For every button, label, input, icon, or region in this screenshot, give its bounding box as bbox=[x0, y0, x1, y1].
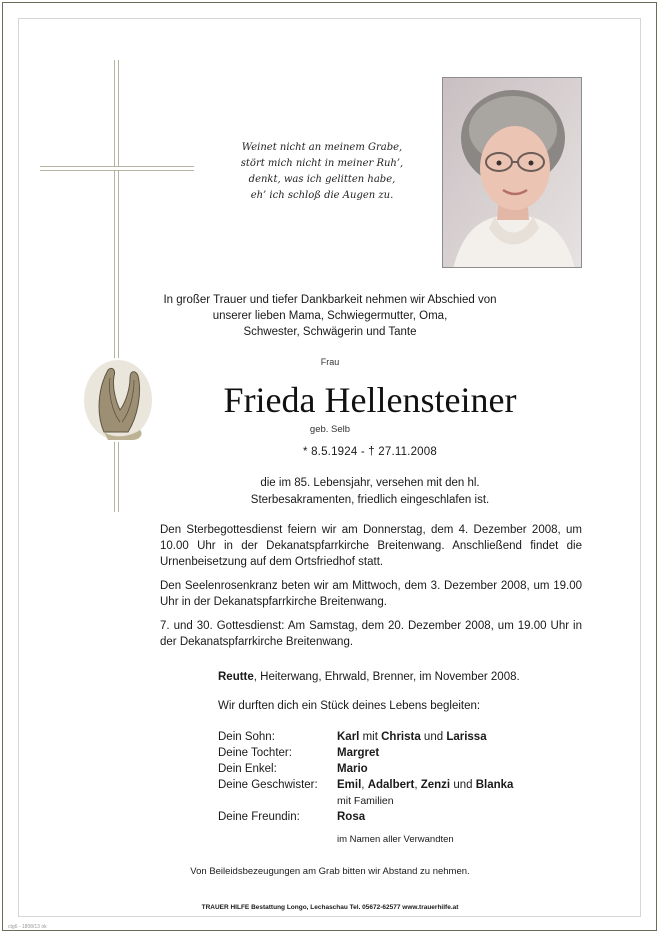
verse-line: eh’ ich schloß die Augen zu. bbox=[250, 190, 394, 201]
intro-text bbox=[120, 292, 540, 340]
relative-name: Larissa bbox=[446, 731, 487, 743]
relative-name: Christa bbox=[381, 731, 421, 743]
verse-line: stört mich nicht in meiner Ruh’, bbox=[240, 158, 404, 169]
relation-value-daughter bbox=[337, 745, 379, 761]
relative-name: Karl bbox=[337, 731, 360, 743]
relation-label-grandchild: Dein Enkel: bbox=[218, 763, 277, 775]
relation-label-son: Dein Sohn: bbox=[218, 731, 275, 743]
relative-name: Emil bbox=[337, 779, 362, 791]
relation-value-son bbox=[337, 729, 487, 745]
connector-text: mit bbox=[359, 731, 382, 743]
memorial-verse bbox=[232, 140, 412, 204]
verse-line: denkt, was ich gelitten habe, bbox=[248, 174, 396, 185]
life-dates: * 8.5.1924 - † 27.11.2008 bbox=[303, 446, 437, 458]
age-line: die im 85. Lebensjahr, versehen mit den hl. bbox=[260, 477, 480, 489]
birth-name: geb. Selb bbox=[309, 424, 351, 435]
relative-name: Adalbert bbox=[367, 779, 415, 791]
praying-hands-image bbox=[82, 358, 154, 442]
portrait-photo bbox=[442, 77, 582, 268]
intro-line: In großer Trauer und tiefer Dankbarkeit nehmen wir Abschied von bbox=[163, 294, 497, 306]
funeral-service-paragraph: Den Sterbegottesdienst feiern wir am Donnerstag, dem 4. Dezember 2008, um 10.00 Uhr in der Dekanatspfarrkirche Breitenwang. Anschließend findet die Urnenbeisetzung auf dem Ortsfriedhof statt. bbox=[160, 524, 582, 568]
memorial-mass-paragraph: 7. und 30. Gottesdienst: Am Samstag, dem 20. Dezember 2008, um 19.00 Uhr in der Dekanatspfarrkirche Breitenwang. bbox=[160, 620, 582, 648]
relative-name: Blanka bbox=[475, 779, 514, 791]
deceased-name: Frieda Hellensteiner bbox=[223, 380, 517, 420]
connector-text: und bbox=[420, 731, 447, 743]
relation-label-siblings: Deine Geschwister: bbox=[218, 779, 318, 791]
relative-name: Zenzi bbox=[420, 779, 451, 791]
siblings-families: mit Familien bbox=[337, 795, 394, 807]
age-statement bbox=[170, 475, 570, 509]
age-line: Sterbesakramenten, friedlich eingeschlafen ist. bbox=[250, 494, 490, 506]
on-behalf-note: im Namen aller Verwandten bbox=[337, 834, 454, 845]
intro-line: Schwester, Schwägerin und Tante bbox=[243, 326, 417, 338]
place-date-line bbox=[218, 671, 578, 683]
relation-value-friend bbox=[337, 809, 365, 825]
connector-text: , bbox=[361, 779, 368, 791]
verse-line: Weinet nicht an meinem Grabe, bbox=[241, 142, 403, 153]
connector-text: und bbox=[450, 779, 476, 791]
relation-value-grandchild bbox=[337, 761, 368, 777]
relation-value-siblings bbox=[337, 777, 513, 793]
relative-name: Mario bbox=[337, 763, 368, 775]
relative-name: Rosa bbox=[337, 811, 366, 823]
town-name: Reutte bbox=[218, 671, 254, 683]
corner-code: ctg6 - 1808/13 ok bbox=[8, 924, 47, 930]
intro-line: unserer lieben Mama, Schwiegermutter, Oma, bbox=[212, 310, 448, 322]
relation-label-daughter: Deine Tochter: bbox=[218, 747, 292, 759]
condolence-note: Von Beileidsbezeugungen am Grab bitten wir Abstand zu nehmen. bbox=[190, 866, 470, 877]
connector-text: , bbox=[414, 779, 421, 791]
relation-label-friend: Deine Freundin: bbox=[218, 811, 300, 823]
name-prefix: Frau bbox=[320, 357, 340, 367]
place-rest: , Heiterwang, Ehrwald, Brenner, im November 2008. bbox=[253, 671, 520, 683]
accompany-line: Wir durften dich ein Stück deines Lebens begleiten: bbox=[218, 700, 481, 712]
rosary-paragraph: Den Seelenrosenkranz beten wir am Mittwoch, dem 3. Dezember 2008, um 19.00 Uhr in der Dekanatspfarrkirche Breitenwang. bbox=[160, 580, 582, 608]
relative-name: Margret bbox=[337, 747, 380, 759]
funeral-home-imprint: TRAUER HILFE Bestattung Longo, Lechaschau Tel. 05672-62577 www.trauerhilfe.at bbox=[201, 904, 459, 911]
